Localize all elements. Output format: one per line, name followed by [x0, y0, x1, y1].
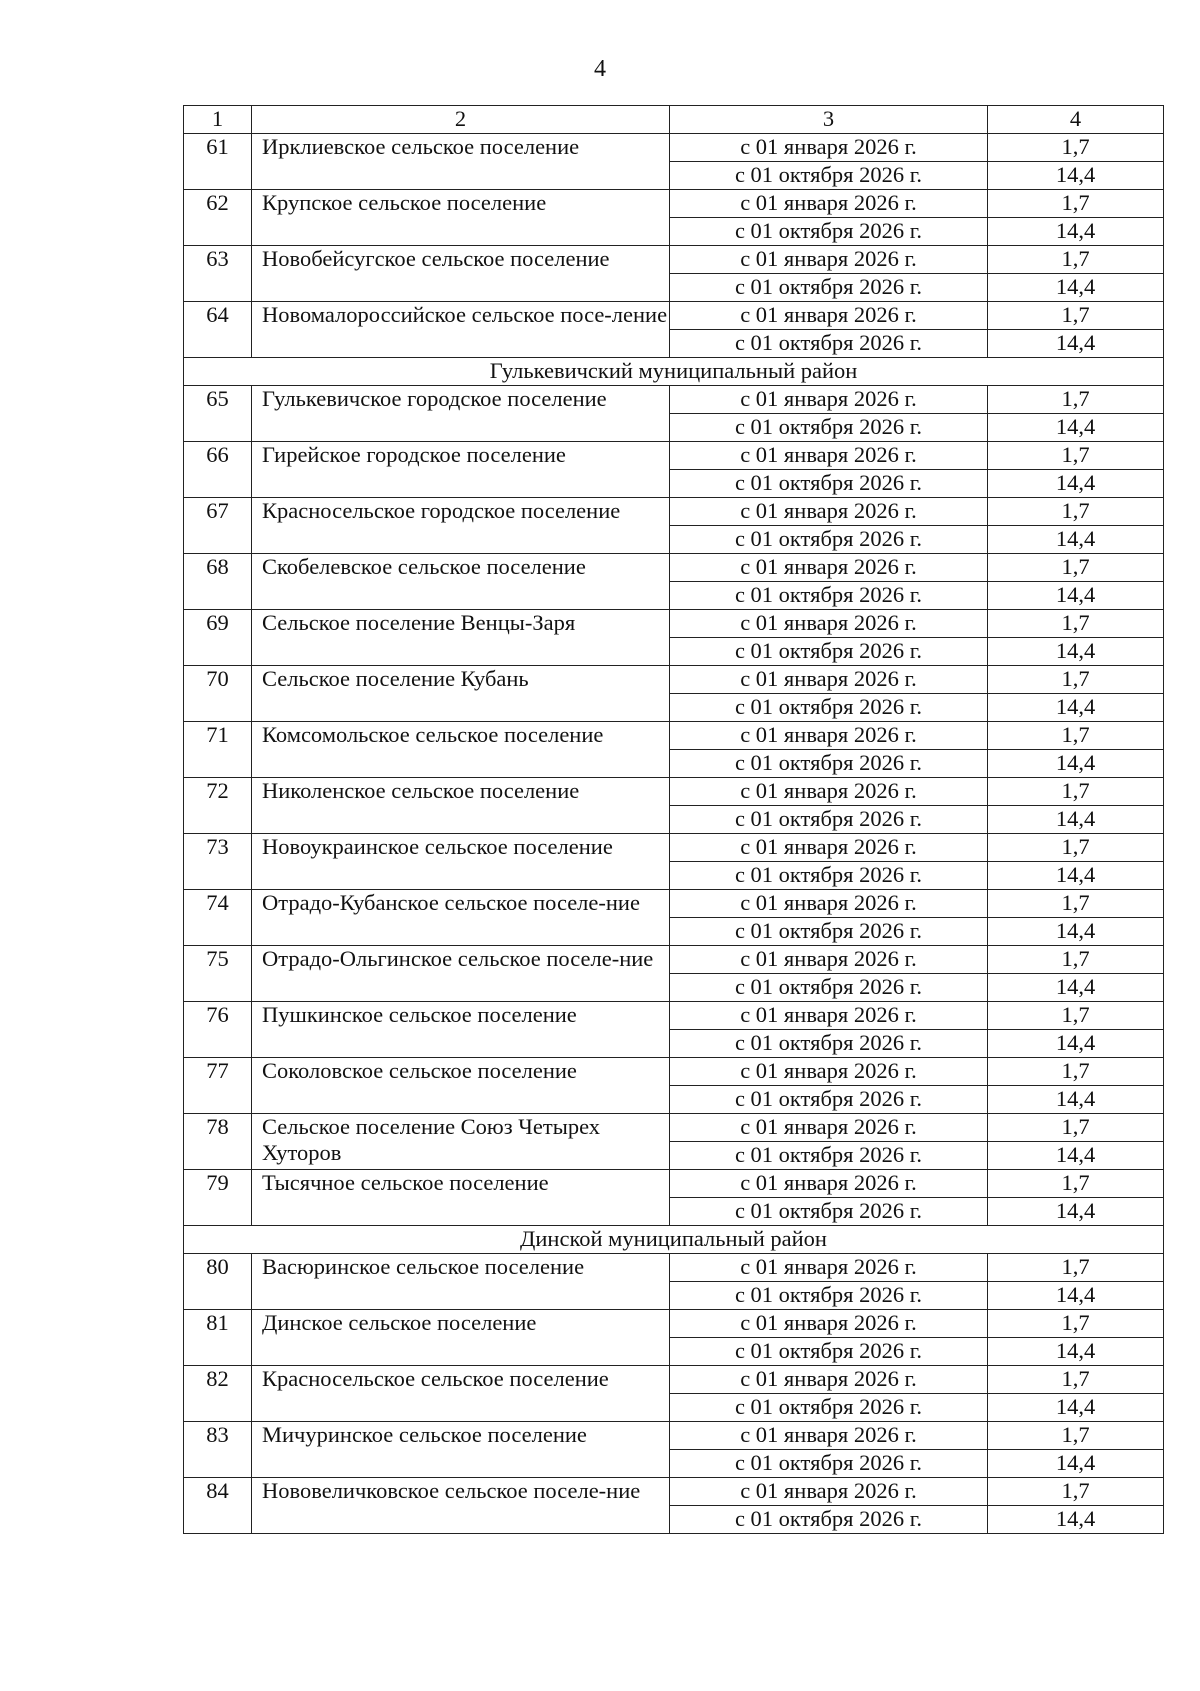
settlement-name: Новобейсугское сельское поселение	[252, 246, 670, 302]
date-cell: с 01 января 2026 г.	[670, 442, 988, 470]
table-row	[184, 302, 1164, 330]
value-cell: 1,7	[988, 1422, 1164, 1450]
value-cell: 14,4	[988, 582, 1164, 610]
settlement-name: Отрадо-Ольгинское сельское поселе-ние	[252, 946, 670, 1002]
date-cell: с 01 октября 2026 г.	[670, 918, 988, 946]
date-cell: с 01 октября 2026 г.	[670, 582, 988, 610]
value-cell: 14,4	[988, 1142, 1164, 1170]
value-cell: 14,4	[988, 470, 1164, 498]
row-number: 78	[184, 1114, 252, 1170]
date-cell: с 01 января 2026 г.	[670, 1478, 988, 1506]
date-cell: с 01 января 2026 г.	[670, 1002, 988, 1030]
row-number: 71	[184, 722, 252, 778]
date-cell: с 01 октября 2026 г.	[670, 330, 988, 358]
value-cell: 1,7	[988, 1366, 1164, 1394]
row-number: 62	[184, 190, 252, 246]
value-cell: 14,4	[988, 1030, 1164, 1058]
value-cell: 1,7	[988, 554, 1164, 582]
table-row	[184, 1170, 1164, 1198]
value-cell: 1,7	[988, 498, 1164, 526]
date-cell: с 01 января 2026 г.	[670, 610, 988, 638]
date-cell: с 01 января 2026 г.	[670, 1422, 988, 1450]
value-cell: 14,4	[988, 1506, 1164, 1534]
header-col-2: 2	[252, 106, 670, 134]
row-number: 61	[184, 134, 252, 190]
settlement-name: Сельское поселение Кубань	[252, 666, 670, 722]
row-number: 75	[184, 946, 252, 1002]
value-cell: 14,4	[988, 750, 1164, 778]
table-row	[184, 498, 1164, 526]
value-cell: 14,4	[988, 806, 1164, 834]
date-cell: с 01 января 2026 г.	[670, 1170, 988, 1198]
date-cell: с 01 января 2026 г.	[670, 302, 988, 330]
row-number: 70	[184, 666, 252, 722]
row-number: 81	[184, 1310, 252, 1366]
date-cell: с 01 октября 2026 г.	[670, 1394, 988, 1422]
date-cell: с 01 октября 2026 г.	[670, 1282, 988, 1310]
row-number: 66	[184, 442, 252, 498]
date-cell: с 01 октября 2026 г.	[670, 862, 988, 890]
date-cell: с 01 октября 2026 г.	[670, 1506, 988, 1534]
date-cell: с 01 октября 2026 г.	[670, 1198, 988, 1226]
settlement-name: Крупское сельское поселение	[252, 190, 670, 246]
value-cell: 14,4	[988, 1394, 1164, 1422]
date-cell: с 01 октября 2026 г.	[670, 1030, 988, 1058]
settlement-name: Динское сельское поселение	[252, 1310, 670, 1366]
value-cell: 14,4	[988, 974, 1164, 1002]
section-title: Динской муниципальный район	[184, 1226, 1164, 1254]
table-body	[184, 106, 1164, 1534]
value-cell: 14,4	[988, 638, 1164, 666]
date-cell: с 01 октября 2026 г.	[670, 526, 988, 554]
row-number: 83	[184, 1422, 252, 1478]
row-number: 64	[184, 302, 252, 358]
row-number: 68	[184, 554, 252, 610]
settlement-name: Пушкинское сельское поселение	[252, 1002, 670, 1058]
settlement-name: Нововеличковское сельское поселе-ние	[252, 1478, 670, 1534]
date-cell: с 01 января 2026 г.	[670, 190, 988, 218]
tariff-table	[183, 105, 1164, 1534]
row-number: 77	[184, 1058, 252, 1114]
date-cell: с 01 января 2026 г.	[670, 134, 988, 162]
value-cell: 1,7	[988, 302, 1164, 330]
date-cell: с 01 октября 2026 г.	[670, 1450, 988, 1478]
value-cell: 1,7	[988, 1114, 1164, 1142]
date-cell: с 01 января 2026 г.	[670, 890, 988, 918]
value-cell: 14,4	[988, 1282, 1164, 1310]
date-cell: с 01 января 2026 г.	[670, 1366, 988, 1394]
value-cell: 1,7	[988, 722, 1164, 750]
header-row	[184, 106, 1164, 134]
header-col-4: 4	[988, 106, 1164, 134]
table-row	[184, 1366, 1164, 1394]
date-cell: с 01 января 2026 г.	[670, 1058, 988, 1086]
table-row	[184, 834, 1164, 862]
table-row	[184, 134, 1164, 162]
table-row	[184, 778, 1164, 806]
date-cell: с 01 января 2026 г.	[670, 554, 988, 582]
settlement-name: Николенское сельское поселение	[252, 778, 670, 834]
date-cell: с 01 января 2026 г.	[670, 666, 988, 694]
header-col-3: 3	[670, 106, 988, 134]
settlement-name: Красносельское сельское поселение	[252, 1366, 670, 1422]
value-cell: 1,7	[988, 778, 1164, 806]
value-cell: 14,4	[988, 1198, 1164, 1226]
value-cell: 1,7	[988, 1058, 1164, 1086]
row-number: 69	[184, 610, 252, 666]
value-cell: 1,7	[988, 386, 1164, 414]
value-cell: 1,7	[988, 442, 1164, 470]
date-cell: с 01 октября 2026 г.	[670, 218, 988, 246]
date-cell: с 01 января 2026 г.	[670, 246, 988, 274]
value-cell: 1,7	[988, 1478, 1164, 1506]
date-cell: с 01 октября 2026 г.	[670, 750, 988, 778]
section-title: Гулькевичский муниципальный район	[184, 358, 1164, 386]
settlement-name: Ирклиевское сельское поселение	[252, 134, 670, 190]
header-col-1: 1	[184, 106, 252, 134]
date-cell: с 01 января 2026 г.	[670, 946, 988, 974]
value-cell: 1,7	[988, 890, 1164, 918]
date-cell: с 01 января 2026 г.	[670, 1114, 988, 1142]
date-cell: с 01 октября 2026 г.	[670, 162, 988, 190]
table-row	[184, 1478, 1164, 1506]
date-cell: с 01 января 2026 г.	[670, 1310, 988, 1338]
date-cell: с 01 января 2026 г.	[670, 834, 988, 862]
value-cell: 1,7	[988, 610, 1164, 638]
value-cell: 14,4	[988, 526, 1164, 554]
value-cell: 14,4	[988, 1450, 1164, 1478]
row-number: 67	[184, 498, 252, 554]
settlement-name: Комсомольское сельское поселение	[252, 722, 670, 778]
row-number: 63	[184, 246, 252, 302]
settlement-name: Красносельское городское поселение	[252, 498, 670, 554]
row-number: 72	[184, 778, 252, 834]
date-cell: с 01 октября 2026 г.	[670, 638, 988, 666]
settlement-name: Новоукраинское сельское поселение	[252, 834, 670, 890]
table-row	[184, 1310, 1164, 1338]
value-cell: 14,4	[988, 918, 1164, 946]
row-number: 73	[184, 834, 252, 890]
page-number: 4	[594, 56, 606, 82]
table-row	[184, 1254, 1164, 1282]
value-cell: 14,4	[988, 1086, 1164, 1114]
section-row	[184, 358, 1164, 386]
row-number: 82	[184, 1366, 252, 1422]
section-row	[184, 1226, 1164, 1254]
settlement-name: Мичуринское сельское поселение	[252, 1422, 670, 1478]
table-row	[184, 722, 1164, 750]
settlement-name: Сельское поселение Союз Четырех Хуторов	[252, 1114, 670, 1170]
date-cell: с 01 октября 2026 г.	[670, 470, 988, 498]
value-cell: 1,7	[988, 1310, 1164, 1338]
table-row	[184, 1058, 1164, 1086]
settlement-name: Тысячное сельское поселение	[252, 1170, 670, 1226]
table-row	[184, 190, 1164, 218]
table-row	[184, 1002, 1164, 1030]
date-cell: с 01 октября 2026 г.	[670, 694, 988, 722]
settlement-name: Васюринское сельское поселение	[252, 1254, 670, 1310]
table-row	[184, 442, 1164, 470]
value-cell: 1,7	[988, 134, 1164, 162]
table-row	[184, 890, 1164, 918]
value-cell: 14,4	[988, 1338, 1164, 1366]
row-number: 65	[184, 386, 252, 442]
date-cell: с 01 октября 2026 г.	[670, 974, 988, 1002]
value-cell: 14,4	[988, 218, 1164, 246]
table-row	[184, 1114, 1164, 1142]
date-cell: с 01 октября 2026 г.	[670, 1338, 988, 1366]
row-number: 74	[184, 890, 252, 946]
date-cell: с 01 октября 2026 г.	[670, 414, 988, 442]
table-row	[184, 386, 1164, 414]
settlement-name: Скобелевское сельское поселение	[252, 554, 670, 610]
row-number: 79	[184, 1170, 252, 1226]
value-cell: 1,7	[988, 246, 1164, 274]
settlement-name: Отрадо-Кубанское сельское поселе-ние	[252, 890, 670, 946]
value-cell: 1,7	[988, 1254, 1164, 1282]
value-cell: 14,4	[988, 162, 1164, 190]
value-cell: 1,7	[988, 946, 1164, 974]
date-cell: с 01 октября 2026 г.	[670, 806, 988, 834]
date-cell: с 01 января 2026 г.	[670, 778, 988, 806]
settlement-name: Гирейское городское поселение	[252, 442, 670, 498]
date-cell: с 01 января 2026 г.	[670, 722, 988, 750]
value-cell: 1,7	[988, 1170, 1164, 1198]
row-number: 80	[184, 1254, 252, 1310]
date-cell: с 01 января 2026 г.	[670, 1254, 988, 1282]
value-cell: 14,4	[988, 694, 1164, 722]
settlement-name: Сельское поселение Венцы-Заря	[252, 610, 670, 666]
table-row	[184, 246, 1164, 274]
table-row	[184, 554, 1164, 582]
row-number: 84	[184, 1478, 252, 1534]
table-row	[184, 1422, 1164, 1450]
value-cell: 14,4	[988, 414, 1164, 442]
settlement-name: Соколовское сельское поселение	[252, 1058, 670, 1114]
date-cell: с 01 января 2026 г.	[670, 498, 988, 526]
value-cell: 1,7	[988, 190, 1164, 218]
table-row	[184, 666, 1164, 694]
value-cell: 1,7	[988, 834, 1164, 862]
value-cell: 14,4	[988, 330, 1164, 358]
date-cell: с 01 октября 2026 г.	[670, 1086, 988, 1114]
value-cell: 14,4	[988, 862, 1164, 890]
value-cell: 1,7	[988, 666, 1164, 694]
date-cell: с 01 октября 2026 г.	[670, 274, 988, 302]
table-row	[184, 610, 1164, 638]
date-cell: с 01 октября 2026 г.	[670, 1142, 988, 1170]
row-number: 76	[184, 1002, 252, 1058]
settlement-name: Гулькевичское городское поселение	[252, 386, 670, 442]
table-row	[184, 946, 1164, 974]
settlement-name: Новомалороссийское сельское посе-ление	[252, 302, 670, 358]
date-cell: с 01 января 2026 г.	[670, 386, 988, 414]
value-cell: 1,7	[988, 1002, 1164, 1030]
value-cell: 14,4	[988, 274, 1164, 302]
